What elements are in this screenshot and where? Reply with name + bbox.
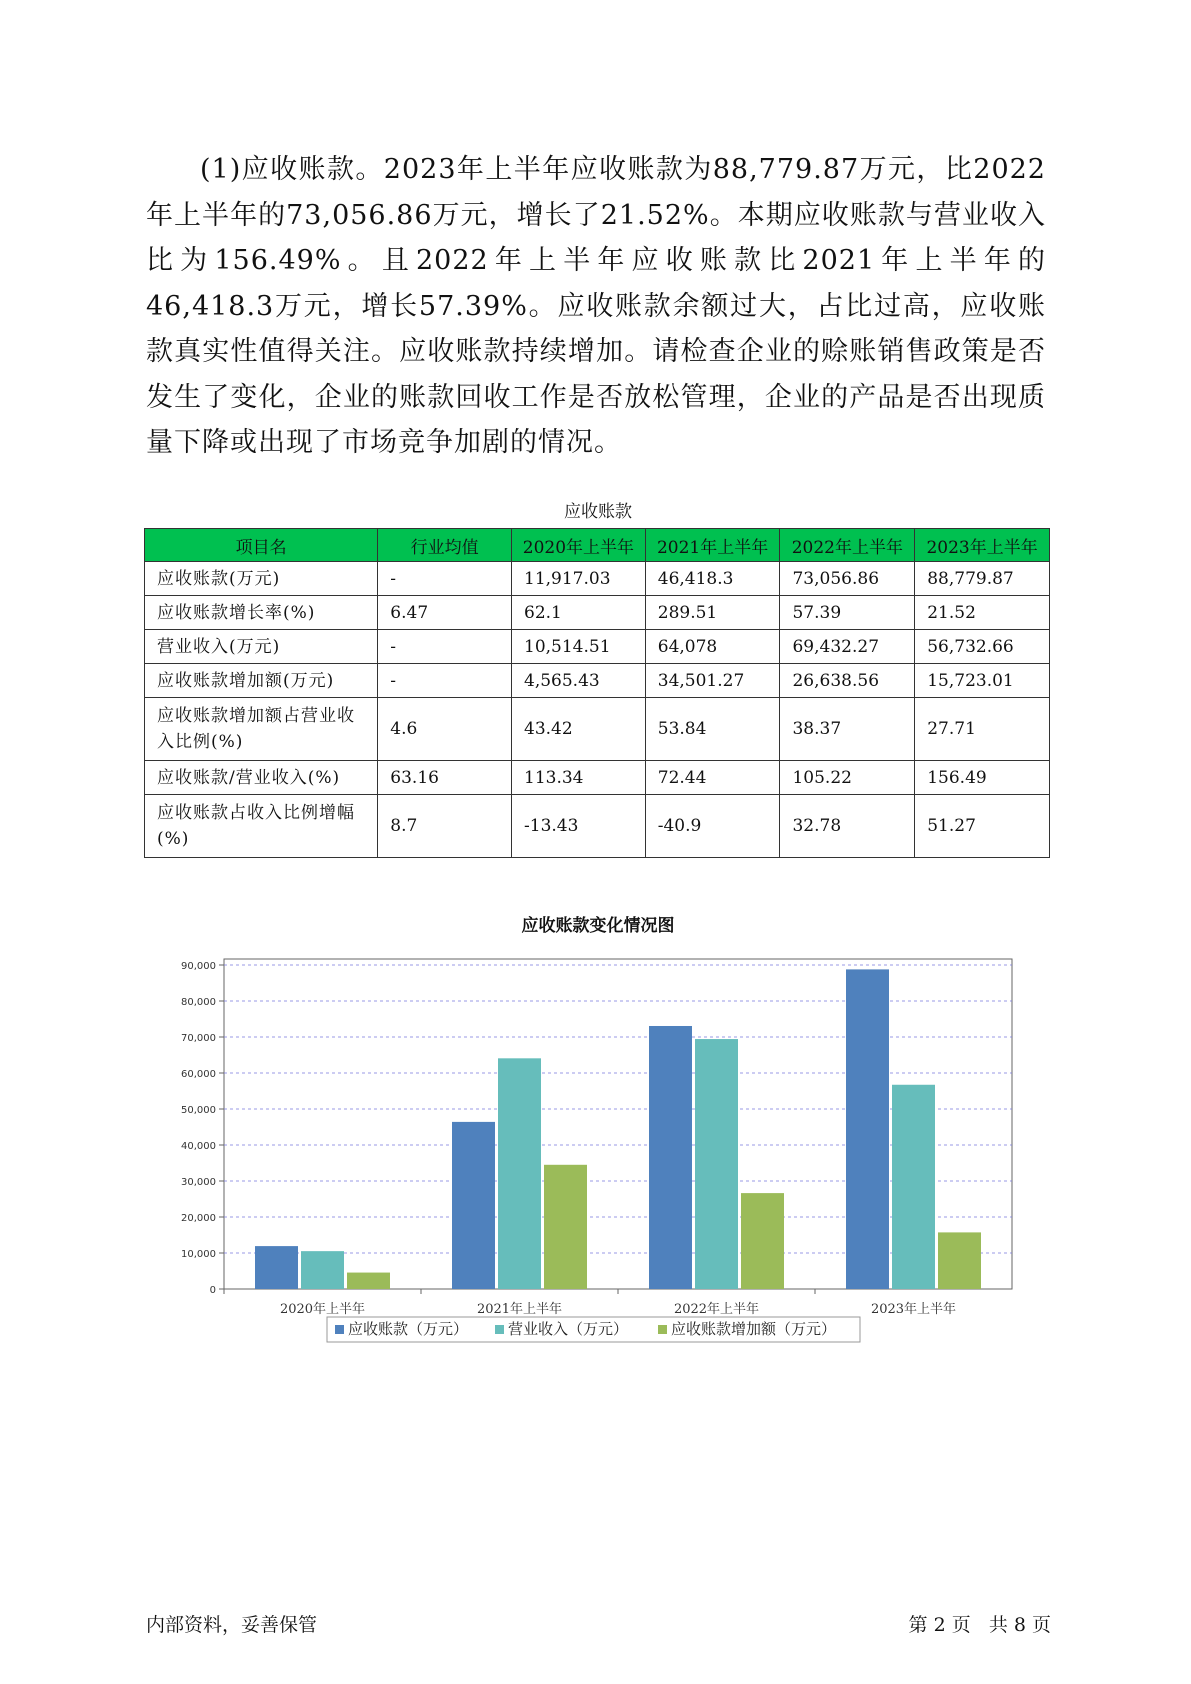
table-cell: 43.42 — [512, 698, 646, 761]
bar — [846, 969, 889, 1289]
table-cell: 10,514.51 — [512, 630, 646, 664]
table-cell: 8.7 — [378, 795, 512, 858]
table-cell: 53.84 — [645, 698, 780, 761]
bar — [892, 1085, 935, 1289]
legend-label: 应收账款（万元） — [348, 1320, 469, 1338]
y-tick-label: 50,000 — [181, 1105, 216, 1116]
bar — [544, 1165, 587, 1289]
table-cell: 51.27 — [915, 795, 1050, 858]
table-header-cell: 2023年上半年 — [915, 529, 1050, 562]
x-tick-label: 2020年上半年 — [279, 1302, 366, 1317]
table-cell: 57.39 — [780, 596, 915, 630]
table-cell: 69,432.27 — [780, 630, 915, 664]
table-header-cell: 2020年上半年 — [512, 529, 646, 562]
table-cell: 88,779.87 — [915, 562, 1050, 596]
y-tick-label: 20,000 — [181, 1213, 216, 1224]
table-header-cell: 2021年上半年 — [645, 529, 780, 562]
bar — [301, 1251, 344, 1289]
table-cell: 营业收入(万元) — [145, 630, 378, 664]
x-tick-label: 2023年上半年 — [870, 1302, 957, 1317]
analysis-paragraph: (1)应收账款。2023年上半年应收账款为88,779.87万元，比2022年上半年的73,056.86万元，增长了21.52%。本期应收账款与营业收入比为156.49%。且2022年上半年应收账款比2021年上半年的46,418.3万元，增长57.39%。应收账款余额过大，占比过高，应收账款真实性值得关注。应收账款持续增加。请检查企业的赊账销售政策是否发生了变化，企业的账款回收工作是否放松管理，企业的产品是否出现质量下降或出现了市场竞争加剧的情况。 — [146, 154, 1046, 458]
legend-label: 应收账款增加额（万元） — [671, 1320, 837, 1338]
bar — [347, 1273, 390, 1289]
table-cell: 4,565.43 — [512, 664, 646, 698]
table-cell: 73,056.86 — [780, 562, 915, 596]
table-cell: 289.51 — [645, 596, 780, 630]
table-header-cell: 行业均值 — [378, 529, 512, 562]
bar — [741, 1193, 784, 1289]
table-cell: 46,418.3 — [645, 562, 780, 596]
x-tick-label: 2022年上半年 — [673, 1302, 760, 1317]
table-cell: 34,501.27 — [645, 664, 780, 698]
table-cell: 38.37 — [780, 698, 915, 761]
table-cell: 63.16 — [378, 761, 512, 795]
table-cell: 27.71 — [915, 698, 1050, 761]
legend-swatch — [658, 1325, 667, 1334]
footer-confidential-note: 内部资料，妥善保管 — [146, 1614, 318, 1636]
table-cell: 应收账款增长率(%) — [145, 596, 378, 630]
table-cell: 64,078 — [645, 630, 780, 664]
table-cell: 113.34 — [512, 761, 646, 795]
table-caption: 应收账款 — [564, 502, 632, 522]
table-header-cell: 2022年上半年 — [780, 529, 915, 562]
y-tick-label: 90,000 — [181, 961, 216, 972]
y-tick-label: 30,000 — [181, 1177, 216, 1188]
legend-swatch — [495, 1325, 504, 1334]
table-cell: - — [378, 664, 512, 698]
bar — [452, 1122, 495, 1289]
table-cell: 72.44 — [645, 761, 780, 795]
y-tick-label: 80,000 — [181, 997, 216, 1008]
table-cell: 15,723.01 — [915, 664, 1050, 698]
table-cell: 26,638.56 — [780, 664, 915, 698]
table-cell: 156.49 — [915, 761, 1050, 795]
bar — [498, 1058, 541, 1289]
footer-page-number: 第 2 页 共 8 页 — [908, 1614, 1051, 1636]
legend-label: 营业收入（万元） — [508, 1320, 629, 1338]
x-tick-label: 2021年上半年 — [476, 1302, 563, 1317]
table-cell: 应收账款增加额占营业收入比例(%) — [145, 698, 378, 761]
table-cell: 62.1 — [512, 596, 646, 630]
table-cell: 应收账款/营业收入(%) — [145, 761, 378, 795]
bar — [255, 1246, 298, 1289]
table-cell: 105.22 — [780, 761, 915, 795]
table-cell: 21.52 — [915, 596, 1050, 630]
table-cell: -40.9 — [645, 795, 780, 858]
table-cell: 应收账款占收入比例增幅(%) — [145, 795, 378, 858]
table-cell: 4.6 — [378, 698, 512, 761]
bar — [649, 1026, 692, 1289]
y-tick-label: 60,000 — [181, 1069, 216, 1080]
y-tick-label: 0 — [209, 1285, 216, 1296]
table-cell: 6.47 — [378, 596, 512, 630]
table-cell: - — [378, 562, 512, 596]
table-cell: 56,732.66 — [915, 630, 1050, 664]
y-tick-label: 10,000 — [181, 1249, 216, 1260]
table-cell: -13.43 — [512, 795, 646, 858]
table-cell: 11,917.03 — [512, 562, 646, 596]
bar — [938, 1232, 981, 1289]
y-tick-label: 70,000 — [181, 1033, 216, 1044]
table-cell: - — [378, 630, 512, 664]
y-tick-label: 40,000 — [181, 1141, 216, 1152]
table-cell: 32.78 — [780, 795, 915, 858]
bar — [695, 1039, 738, 1289]
table-header-cell: 项目名 — [145, 529, 378, 562]
legend-swatch — [335, 1325, 344, 1334]
table-cell: 应收账款增加额(万元) — [145, 664, 378, 698]
chart-title: 应收账款变化情况图 — [521, 916, 675, 936]
table-cell: 应收账款(万元) — [145, 562, 378, 596]
